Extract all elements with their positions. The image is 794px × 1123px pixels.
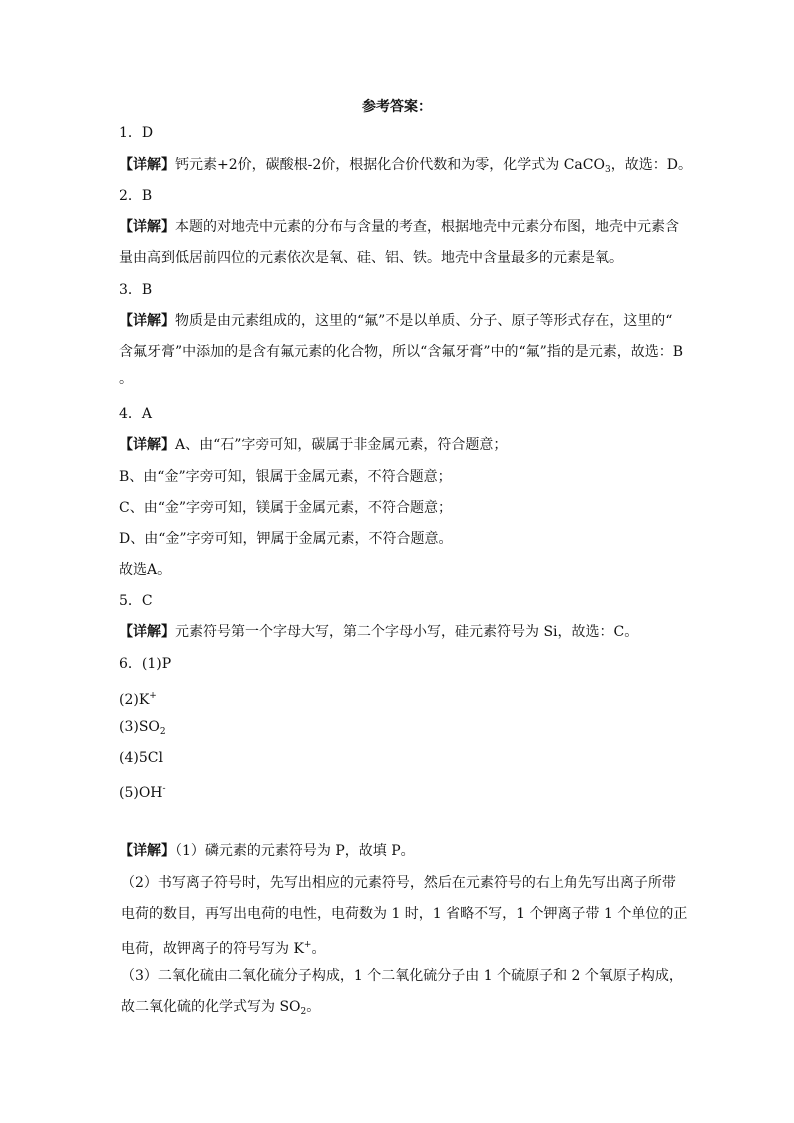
q1-text-a: 钙元素+2价，碳酸根-2价，根据化合价代数和为零，化学式为 CaCO: [175, 157, 605, 173]
q6-a2-text: (2)K: [119, 692, 150, 708]
q4-explanation-line4: D、由“金”字旁可知，钾属于金属元素，不符合题意。: [119, 531, 453, 547]
q2-answer: 2．B: [119, 188, 153, 204]
q5-text: 元素符号第一个字母大写，第二个字母小写，硅元素符号为 Si，故选：C。: [175, 624, 639, 640]
q6-answer-3: [119, 717, 166, 742]
q6-e2-sup: +: [303, 940, 312, 950]
q6-answer-5: [119, 779, 166, 803]
q5-explanation: [119, 622, 638, 642]
q5-answer: 5．C: [119, 593, 153, 609]
q6-explanation-1: [119, 841, 415, 861]
q6-a2-sup: +: [149, 691, 157, 701]
q4-text-1: A、由“石”字旁可知，碳属于非金属元素，符合题意；: [175, 437, 508, 453]
q3-explanation-line1: [119, 311, 672, 331]
q6-e2-text: 电荷，故钾离子的符号写为 K: [121, 941, 304, 957]
q6-explanation-2-line3: [121, 935, 325, 959]
q3-explanation-line3: 。: [119, 371, 133, 387]
q6-answer-1: 6．(1)P: [119, 656, 172, 672]
q1-explanation: [119, 155, 692, 180]
q6-a5-sup: -: [162, 784, 166, 794]
q5-tag: 【详解】: [119, 624, 175, 640]
page-title: 参考答案：: [362, 99, 432, 115]
q3-explanation-line2: 含氟牙膏”中添加的是含有氟元素的化合物，所以“含氟牙膏”中的“氟”指的是元素，故选：B: [119, 344, 684, 360]
q1-sub: 3: [604, 165, 611, 175]
q6-answer-2: [119, 686, 157, 710]
q6-a3-text: (3)SO: [119, 719, 160, 735]
q6-a5-text: (5)OH: [119, 785, 163, 801]
q6-e3-end: 。: [306, 999, 321, 1015]
q3-tag: 【详解】: [119, 313, 175, 329]
q2-explanation-line1: [119, 217, 679, 237]
q2-text-1: 本题的对地壳中元素的分布与含量的考查，根据地壳中元素分布图，地壳中元素含: [175, 219, 679, 235]
q1-answer: 1．D: [119, 125, 154, 141]
q4-explanation-line1: [119, 435, 507, 455]
q2-tag: 【详解】: [119, 219, 175, 235]
q6-explanation-2-line1: （2）书写离子符号时，先写出相应的元素符号，然后在元素符号的右上角先写出离子所带: [121, 875, 676, 891]
q4-explanation-line3: C、由“金”字旁可知，镁属于金属元素，不符合题意；: [119, 500, 453, 516]
q6-explanation-3-line1: （3）二氧化硫由二氧化硫分子构成，1 个二氧化硫分子由 1 个硫原子和 2 个氧原子构成，: [121, 968, 683, 984]
q6-explanation-2-line2: 电荷的数目，再写出电荷的电性，电荷数为 1 时，1 省略不写，1 个钾离子带 1 个单位的正: [121, 906, 688, 922]
q4-answer: 4．A: [119, 406, 153, 422]
q1-text-b: ，故选：D。: [610, 157, 692, 173]
q4-explanation-line2: B、由“金”字旁可知，银属于金属元素，不符合题意；: [119, 469, 452, 485]
q6-explanation-3-line2: [121, 997, 320, 1022]
q6-e1-text: （1）磷元素的元素符号为 P，故填 P。: [175, 843, 415, 859]
q3-text-1: 物质是由元素组成的，这里的“氟”不是以单质、分子、原子等形式存在，这里的“: [175, 313, 673, 329]
q6-e3-text: 故二氧化硫的化学式写为 SO: [121, 999, 301, 1015]
q6-answer-4: (4)5Cl: [119, 750, 163, 766]
q4-tag: 【详解】: [119, 437, 175, 453]
q6-e3-sub: 2: [300, 1007, 307, 1017]
q3-answer: 3．B: [119, 282, 153, 298]
q1-tag: 【详解】: [119, 157, 175, 173]
q2-explanation-line2: 量由高到低居前四位的元素依次是氧、硅、铝、铁。地壳中含量最多的元素是氧。: [119, 250, 623, 266]
q4-explanation-line5: 故选A。: [119, 562, 172, 578]
q6-tag: 【详解】: [119, 843, 175, 859]
q6-e2-end: 。: [311, 941, 326, 957]
q6-a3-sub: 2: [159, 727, 166, 737]
